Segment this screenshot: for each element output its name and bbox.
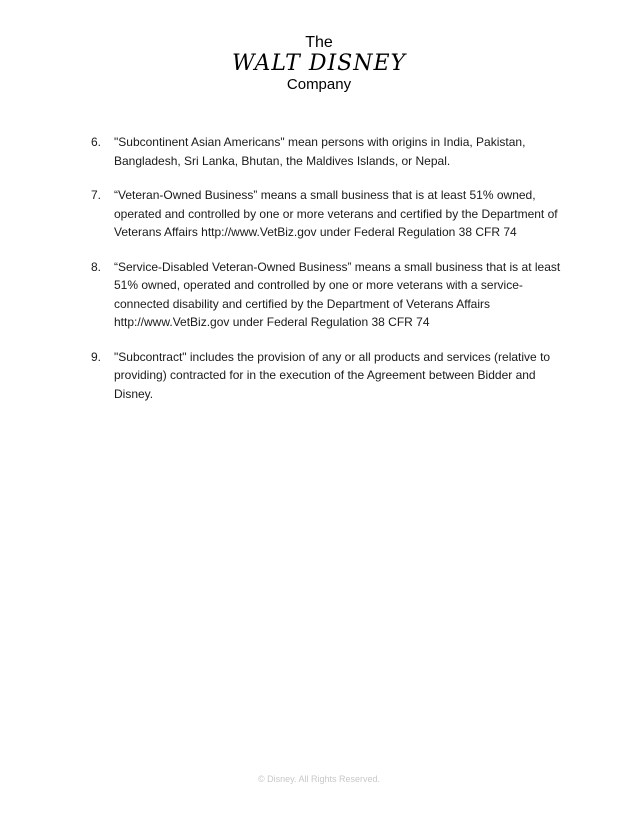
list-item-number: 8. bbox=[91, 259, 102, 274]
copyright-footer: © Disney. All Rights Reserved. bbox=[257, 774, 380, 784]
logo-the: The bbox=[305, 34, 333, 51]
list-item-number: 9. bbox=[91, 349, 102, 364]
definitions-list bbox=[91, 133, 561, 419]
logo-company: Company bbox=[286, 76, 352, 93]
list-item bbox=[91, 258, 561, 332]
list-item bbox=[91, 186, 561, 242]
list-item-number: 6. bbox=[91, 135, 102, 149]
company-logo bbox=[0, 34, 638, 93]
list-item-text: "Subcontinent Asian Americans" mean persons with origins in India, Pakistan, Bangladesh, Sri Lanka, Bhutan, the Maldives Islands, or Nepal. bbox=[114, 135, 526, 168]
list-item-text: “Veteran-Owned Business” means a small business that is at least 51% owned, operated and controlled by one or more veterans and certified by the Department of Veterans Affairs http://www.VetBiz.gov under Federal Regulation 38 CFR 74 bbox=[114, 188, 558, 239]
logo-walt-disney: WALT DISNEY bbox=[231, 51, 407, 76]
list-item-text: "Subcontract" includes the provision of any or all products and services (relative to providing) contracted for in the execution of the Agreement between Bidder and Disney. bbox=[114, 349, 551, 401]
list-item bbox=[91, 348, 561, 404]
list-item-number: 7. bbox=[91, 188, 102, 202]
list-item bbox=[91, 133, 561, 170]
list-item-text: “Service-Disabled Veteran-Owned Business” means a small business that is at least 51% owned, operated and controlled by one or more veterans with a service-connected disability and certified by the Department of Veterans Affairs http://www.VetBiz.gov under Federal Regulation 38 CFR 74 bbox=[114, 259, 561, 329]
